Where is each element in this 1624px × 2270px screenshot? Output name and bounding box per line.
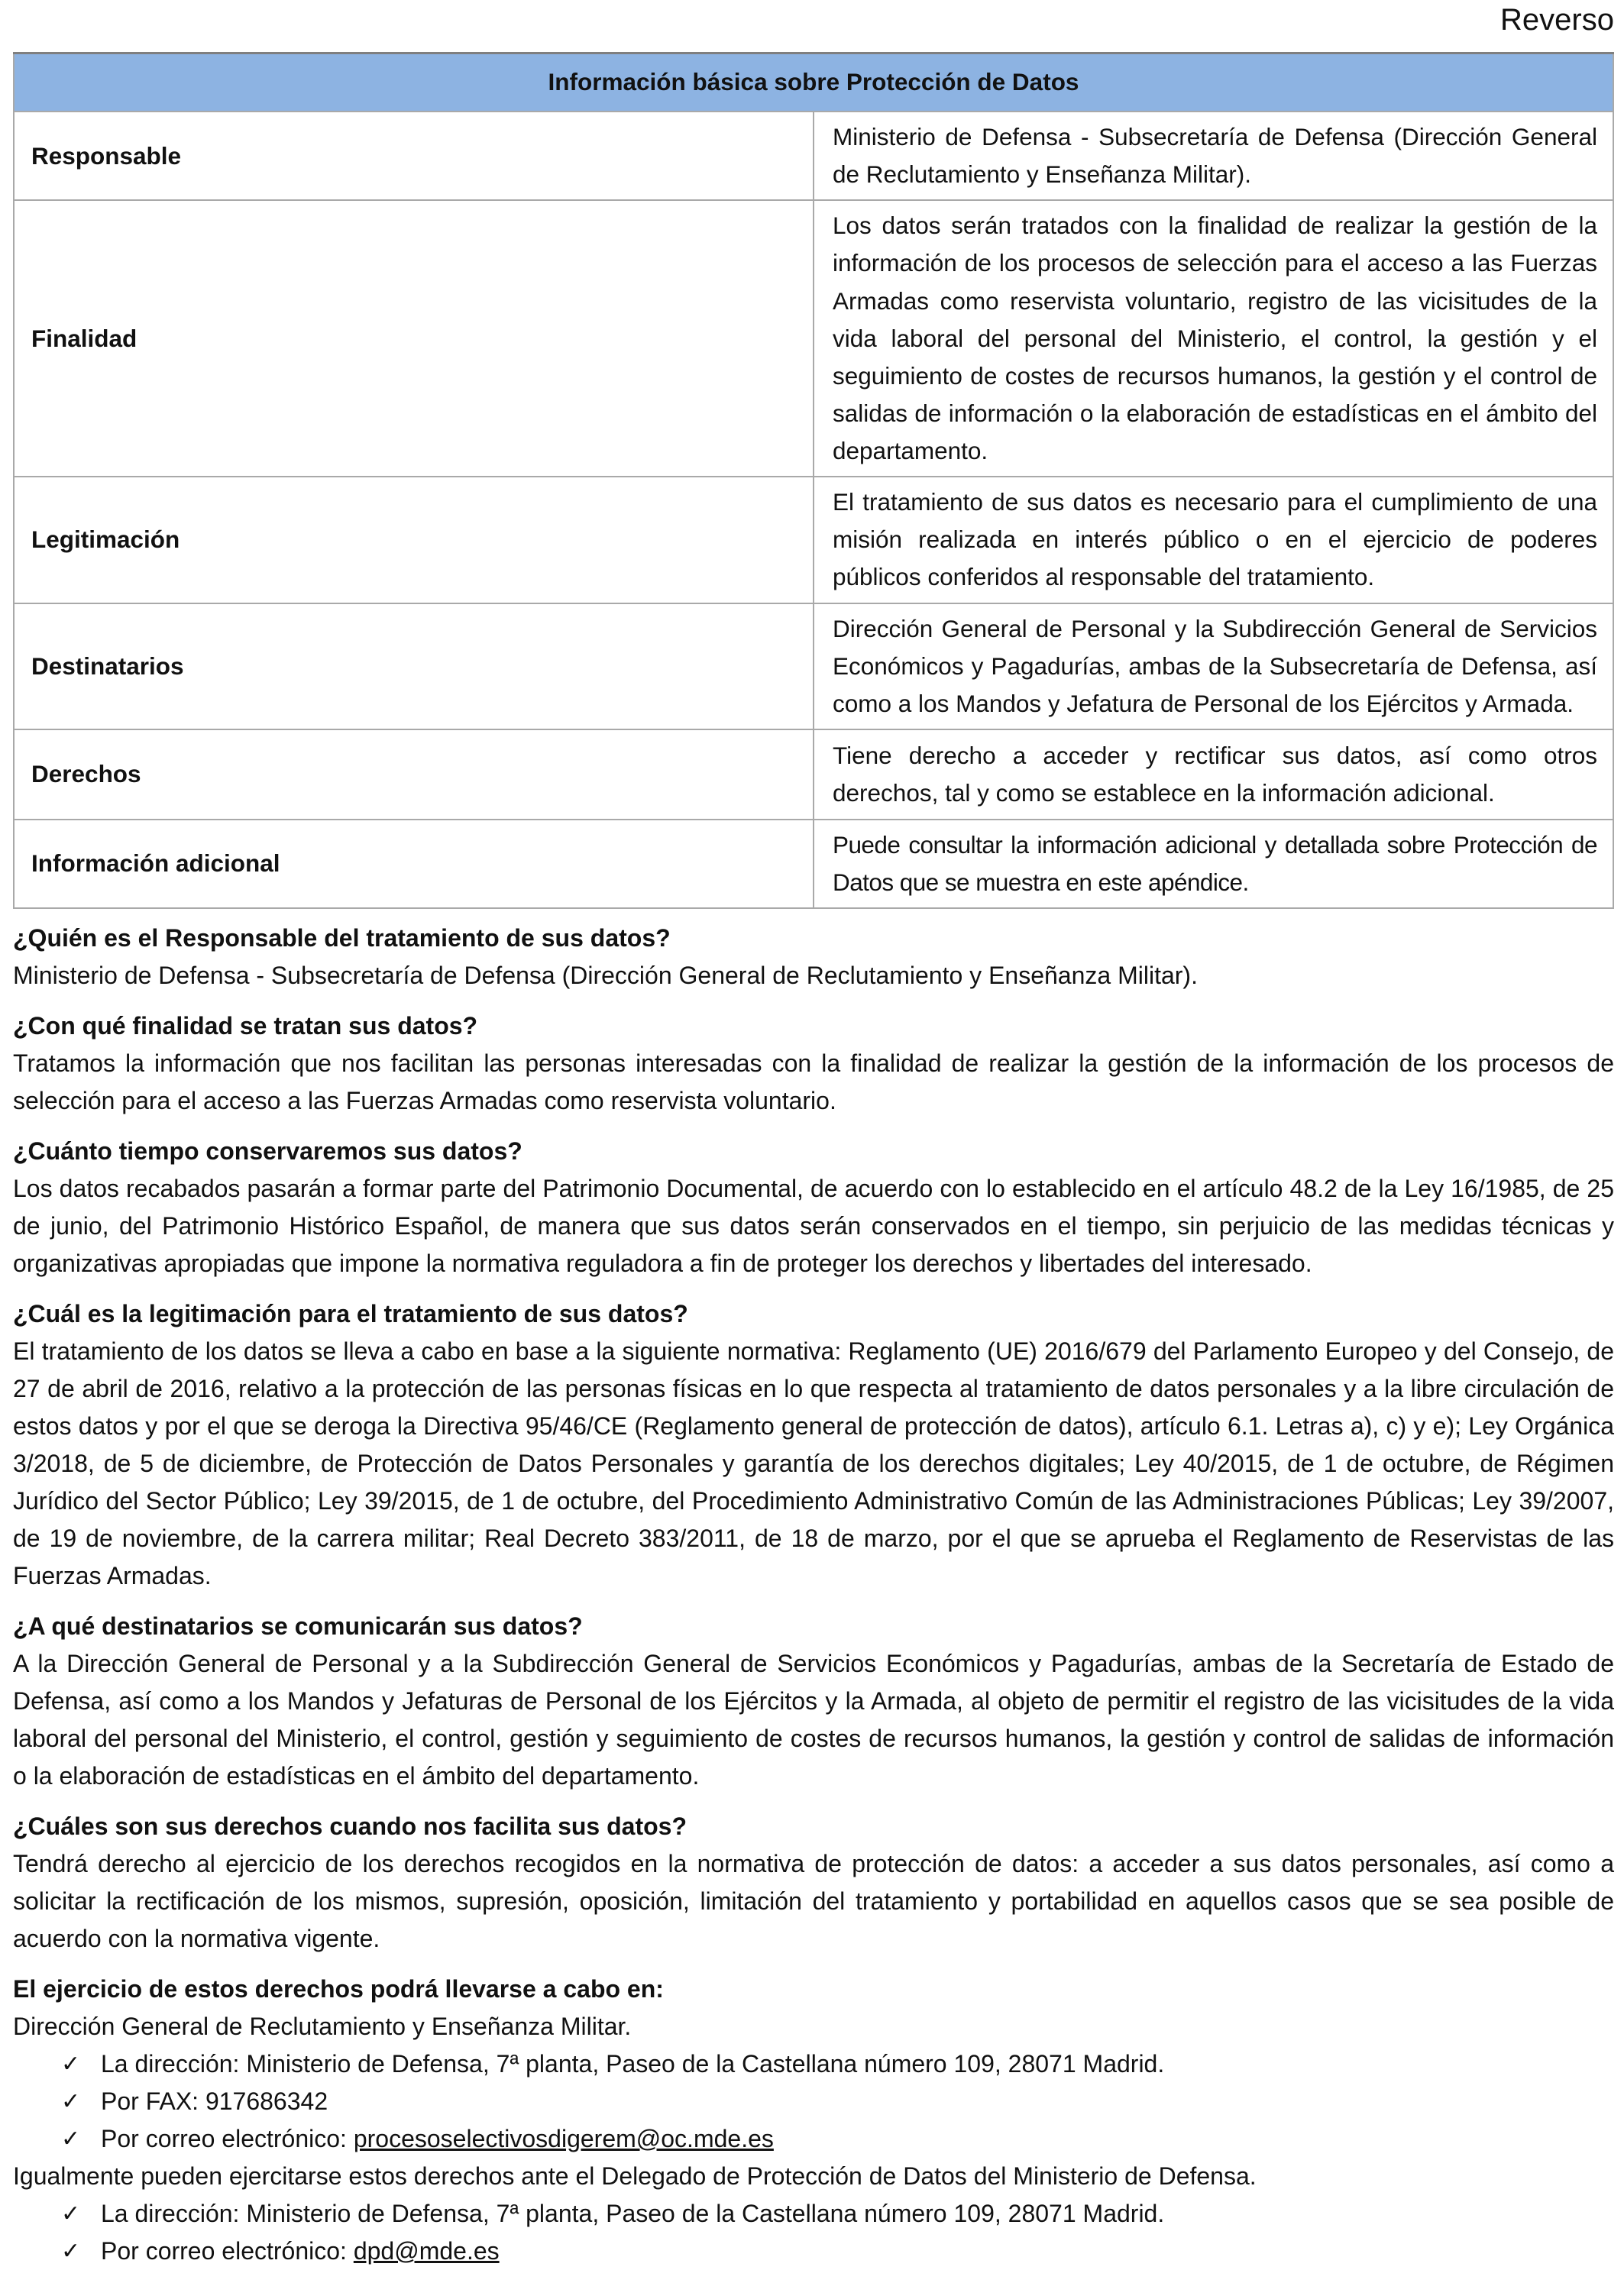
document-page <box>13 0 1614 2270</box>
email-link-digerem[interactable]: procesoselectivosdigerem@oc.mde.es <box>353 2125 774 2153</box>
data-protection-table <box>13 52 1614 909</box>
checkmark-icon: ✓ <box>61 2089 81 2115</box>
question-destinatarios: ¿A qué destinatarios se comunicarán sus datos? <box>13 1612 583 1641</box>
question-derechos: ¿Cuáles son sus derechos cuando nos facilita sus datos? <box>13 1812 687 1841</box>
table-row <box>14 820 1613 908</box>
list-item <box>61 2195 1614 2233</box>
row-value-legitimacion: El tratamiento de sus datos es necesario para el cumplimiento de una misión realizada en interés público o en el ejercicio de poderes públicos conferidos al responsable del tratamiento. <box>814 477 1613 603</box>
answer-conservacion: Los datos recabados pasarán a formar parte del Patrimonio Documental, de acuerdo con lo establecido en el artículo 48.2 de la Ley 16/1985, de 25 de junio, del Patrimonio Histórico Español, de manera que sus datos serán conservados en el tiempo, sin perjuicio de las medidas técnicas y organizativas apropiadas que impone la normativa reguladora a fin de proteger los derechos y libertades del interesado. <box>13 1175 1614 1278</box>
row-label-informacion-adicional: Información adicional <box>14 820 814 908</box>
table-row <box>14 729 1613 820</box>
list-item <box>61 2045 1614 2083</box>
row-label-legitimacion: Legitimación <box>14 477 814 603</box>
contact-list <box>13 2045 1614 2158</box>
delegado-intro: Igualmente pueden ejercitarse estos derechos ante el Delegado de Protección de Datos del Ministerio de Defensa. <box>13 2162 1257 2191</box>
delegado-email-prefix: Por correo electrónico: <box>101 2237 354 2265</box>
page-side-label: Reverso <box>1500 3 1614 37</box>
answer-responsable: Ministerio de Defensa - Subsecretaría de Defensa (Dirección General de Reclutamiento y Enseñanza Militar). <box>13 962 1198 990</box>
delegado-contact-list <box>13 2195 1614 2270</box>
ejercicio-heading: El ejercicio de estos derechos podrá llevarse a cabo en: <box>13 1975 664 2003</box>
answer-finalidad: Tratamos la información que nos facilitan las personas interesadas con la finalidad de realizar la gestión de la información de los procesos de selección para el acceso a las Fuerzas Armadas como reservista voluntario. <box>13 1049 1614 1115</box>
row-value-informacion-adicional: Puede consultar la información adicional y detallada sobre Protección de Datos que se muestra en este apéndice. <box>814 820 1613 908</box>
ejercicio-intro: Dirección General de Reclutamiento y Enseñanza Militar. <box>13 2013 632 2041</box>
row-label-responsable: Responsable <box>14 112 814 200</box>
row-value-derechos: Tiene derecho a acceder y rectificar sus datos, así como otros derechos, tal y como se establece en la información adicional. <box>814 729 1613 820</box>
list-item <box>61 2233 1614 2270</box>
table-title: Información básica sobre Protección de Datos <box>14 53 1613 112</box>
row-value-destinatarios: Dirección General de Personal y la Subdirección General de Servicios Económicos y Pagadurías, ambas de la Subsecretaría de Defensa, así como a los Mandos y Jefatura de Personal de los Ejércitos y Armada. <box>814 603 1613 729</box>
delegado-address: La dirección: Ministerio de Defensa, 7ª planta, Paseo de la Castellana número 109, 28071 Madrid. <box>101 2200 1165 2228</box>
checkmark-icon: ✓ <box>61 2052 81 2078</box>
table-row <box>14 603 1613 729</box>
row-label-destinatarios: Destinatarios <box>14 603 814 729</box>
answer-derechos: Tendrá derecho al ejercicio de los derechos recogidos en la normativa de protección de datos: a acceder a sus datos personales, así como a solicitar la rectificación de los mismos, supresión, oposición, limitación del tratamiento y portabilidad en aquellos casos que se sea posible de acuerdo con la normativa vigente. <box>13 1850 1614 1953</box>
question-responsable: ¿Quién es el Responsable del tratamiento de sus datos? <box>13 924 671 952</box>
table-row <box>14 477 1613 603</box>
list-item <box>61 2083 1614 2120</box>
checkmark-icon: ✓ <box>61 2201 81 2227</box>
table-row <box>14 112 1613 200</box>
row-value-responsable: Ministerio de Defensa - Subsecretaría de Defensa (Dirección General de Reclutamiento y Enseñanza Militar). <box>814 112 1613 200</box>
contact-address: La dirección: Ministerio de Defensa, 7ª planta, Paseo de la Castellana número 109, 28071 Madrid. <box>101 2050 1165 2078</box>
question-conservacion: ¿Cuánto tiempo conservaremos sus datos? <box>13 1137 522 1166</box>
list-item <box>61 2120 1614 2158</box>
table-row <box>14 200 1613 477</box>
answer-legitimacion: El tratamiento de los datos se lleva a cabo en base a la siguiente normativa: Reglamento (UE) 2016/679 del Parlamento Europeo y del Consejo, de 27 de abril de 2016, relativo a la protección de las personas físicas en lo que respecta al tratamiento de datos personales y a la libre circulación de estos datos y por el que se deroga la Directiva 95/46/CE (Reglamento general de protección de datos), artículo 6.1. Letras a), c) y e); Ley Orgánica 3/2018, de 5 de diciembre, de Protección de Datos Personales y garantía de los derechos digitales; Ley 40/2015, de 1 de octubre, de Régimen Jurídico del Sector Público; Ley 39/2015, de 1 de octubre, del Procedimiento Administrativo Común de las Administraciones Públicas; Ley 39/2007, de 19 de noviembre, de la carrera militar; Real Decreto 383/2011, de 18 de marzo, por el que se aprueba el Reglamento de Reservistas de las Fuerzas Armadas. <box>13 1337 1614 1590</box>
checkmark-icon: ✓ <box>61 2239 81 2265</box>
answer-destinatarios: A la Dirección General de Personal y a la Subdirección General de Servicios Económicos y Pagadurías, ambas de la Secretaría de Estado de Defensa, así como a los Mandos y Jefaturas de Personal de los Ejércitos y la Armada, al objeto de permitir el registro de las vicisitudes de la vida laboral del personal del Ministerio, el control, gestión y seguimiento de costes de recursos humanos, la gestión y control de salidas de información o la elaboración de estadísticas en el ámbito del departamento. <box>13 1650 1614 1790</box>
row-value-finalidad: Los datos serán tratados con la finalidad de realizar la gestión de la información de los procesos de selección para el acceso a las Fuerzas Armadas como reservista voluntario, registro de las vicisitudes de la vida laboral del personal del Ministerio, el control, la gestión y el seguimiento de costes de recursos humanos, la gestión y el control de salidas de información o la elaboración de estadísticas en el ámbito del departamento. <box>814 200 1613 477</box>
question-legitimacion: ¿Cuál es la legitimación para el tratamiento de sus datos? <box>13 1300 688 1328</box>
contact-email-prefix: Por correo electrónico: <box>101 2125 354 2153</box>
contact-fax: Por FAX: 917686342 <box>101 2087 328 2116</box>
row-label-finalidad: Finalidad <box>14 200 814 477</box>
additional-information <box>13 920 1614 2270</box>
question-finalidad: ¿Con qué finalidad se tratan sus datos? <box>13 1012 478 1040</box>
email-link-dpd[interactable]: dpd@mde.es <box>353 2237 500 2265</box>
row-label-derechos: Derechos <box>14 729 814 820</box>
checkmark-icon: ✓ <box>61 2126 81 2152</box>
